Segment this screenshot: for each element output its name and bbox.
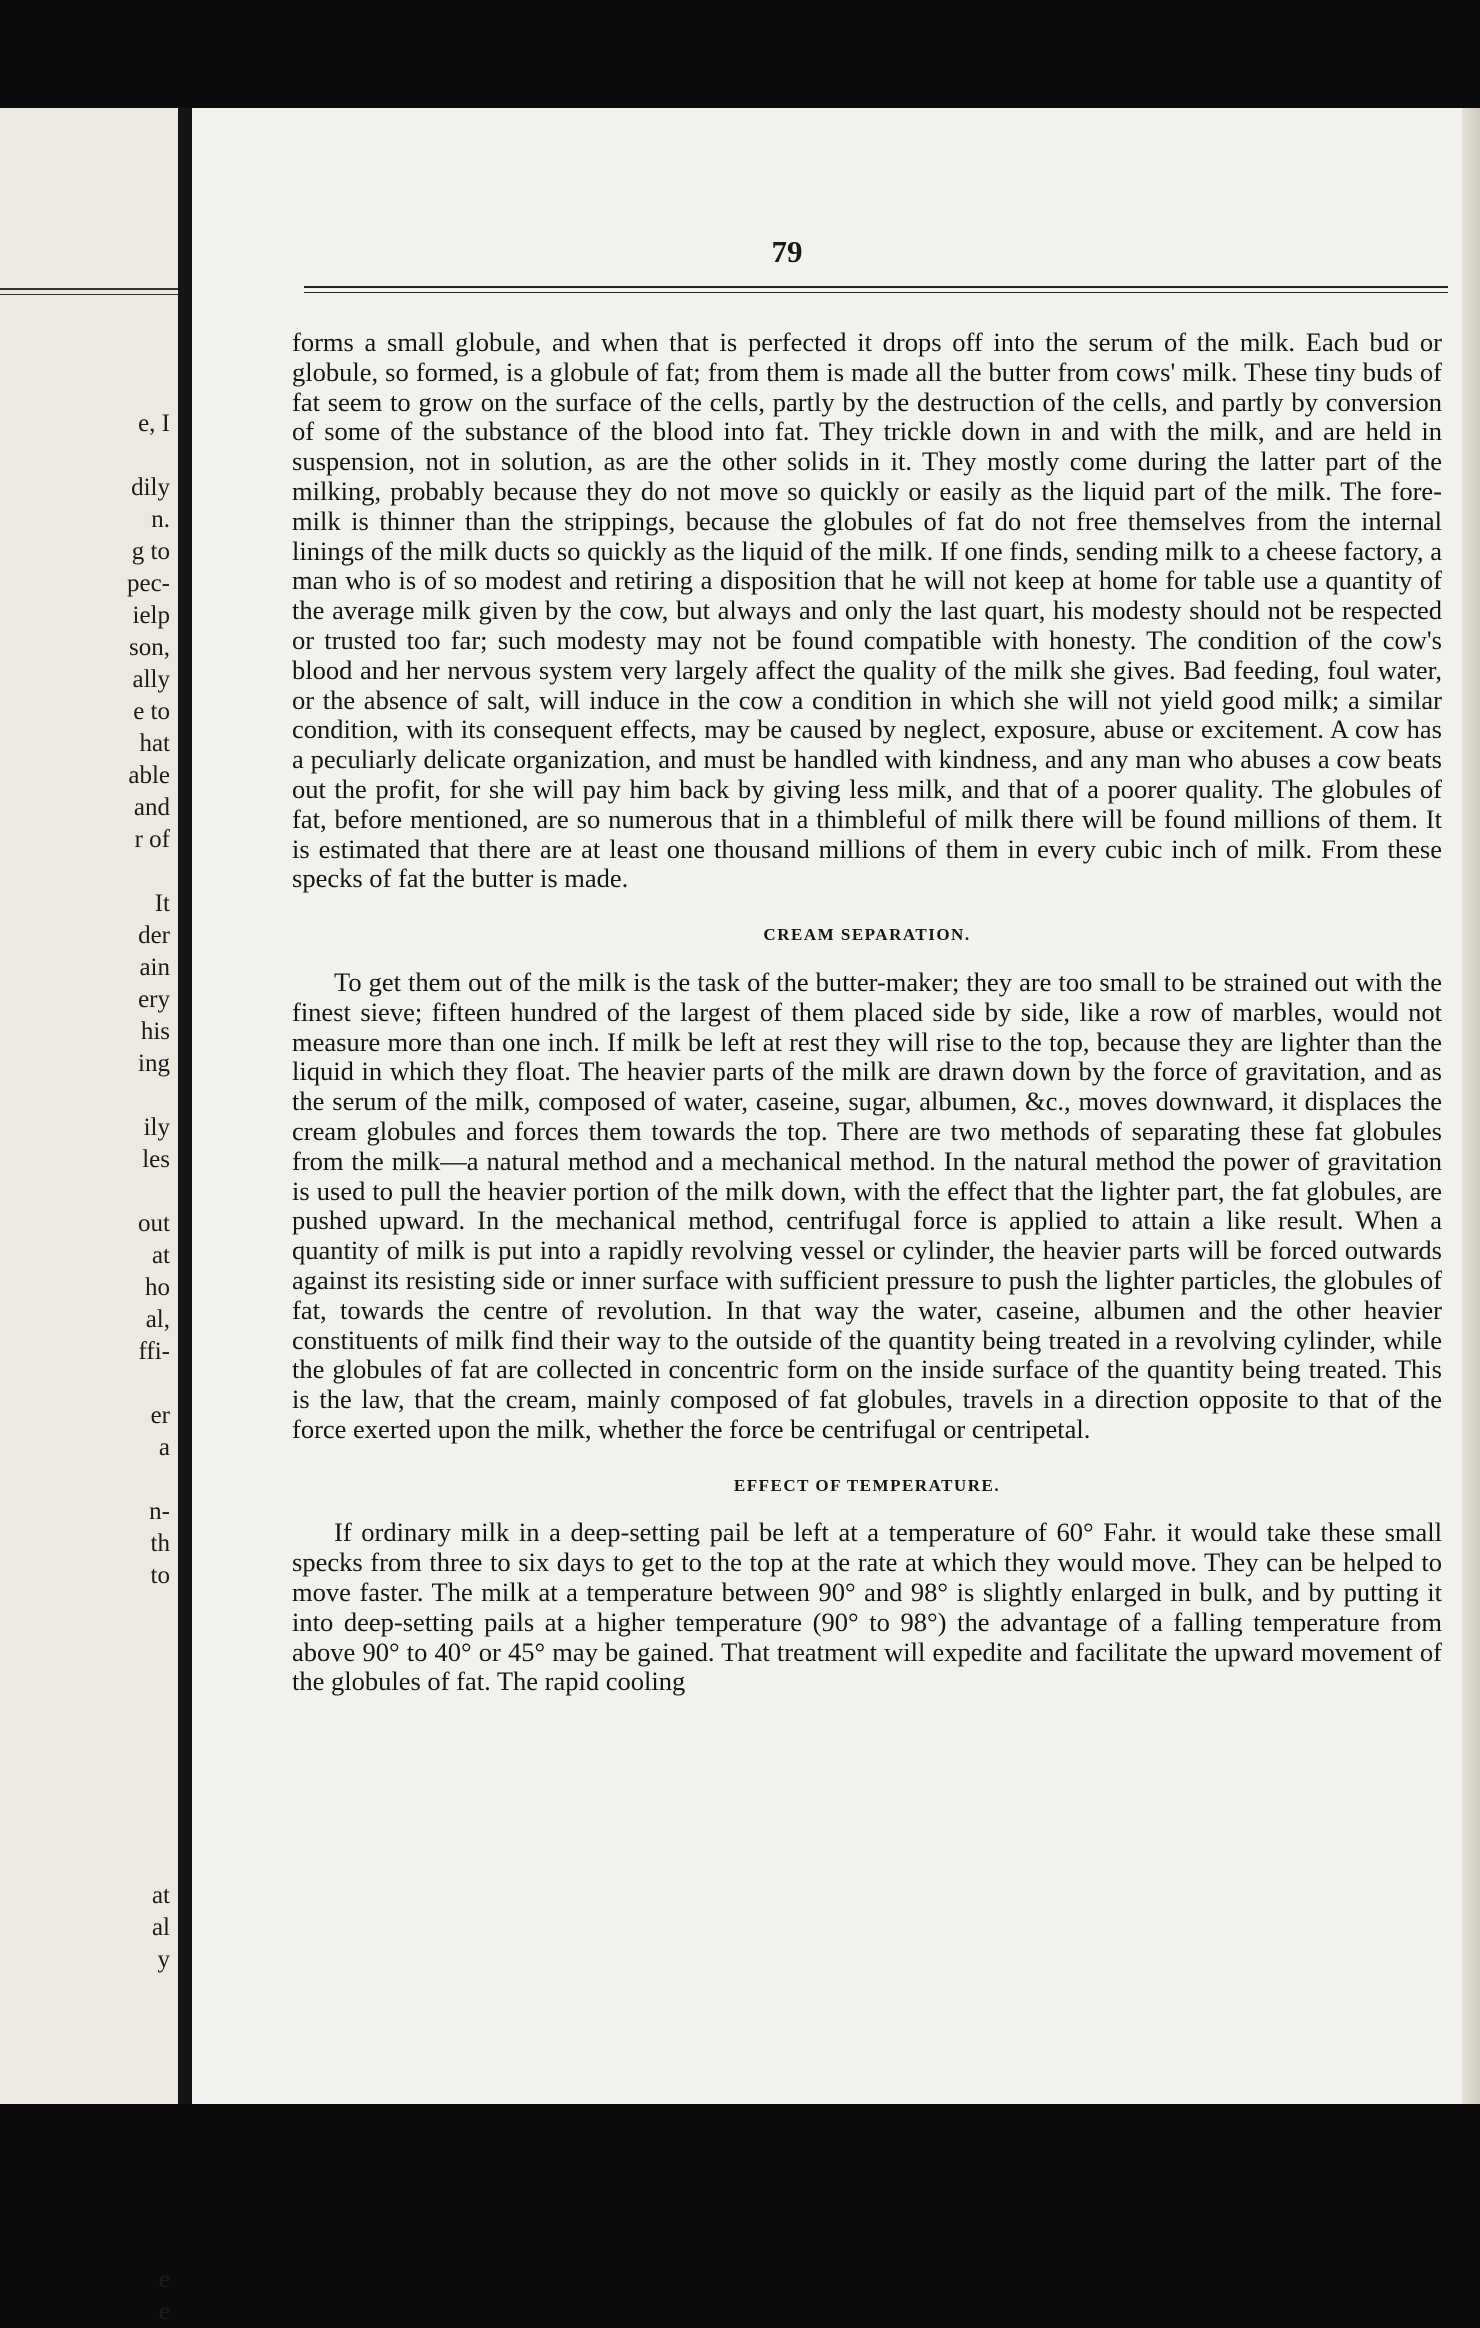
left-page-rule-thin [0, 294, 178, 295]
book-page [192, 108, 1480, 2104]
left-page-line-fragment [80, 1656, 170, 1688]
book-gutter [178, 108, 192, 2104]
left-page-line-fragment: n- [149, 1498, 170, 1525]
left-page-line-fragment: dily [131, 474, 170, 501]
left-page-line-fragment: der [138, 922, 170, 949]
left-page-line-fragment: al [151, 1914, 170, 1941]
paragraph-effect-of-temperature: If ordinary milk in a deep-setting pail be left at a temperature of 60° Fahr. it would take these small specks from three to six days to get to the top at the rate at which they would move. They can be helped to move faster. The milk at a temperature between 90° and 98° is slightly enlarged in bulk, and by putting it into deep-setting pails at a higher temperature (90° to 98°) the advantage of a falling temperature from above 90° to 40° or 45° may be gained. That treatment will expedite and facilitate the upward movement of the globules of fat. The rapid cooling [292, 1517, 1442, 1697]
header-rule-thick [304, 286, 1448, 288]
paragraph-cream-separation: To get them out of the milk is the task of the butter-maker; they are too small to be strained out with the finest sieve; fifteen hundred of the largest of them placed side by side, like a row of marbles, would not measure more than one inch. If milk be left at rest they will rise to the top, because they are lighter than the liquid in which they float. The heavier parts of the milk are drawn down by the force of gravitation, and as the serum of the milk, composed of water, caseine, sugar, albumen, &c., moves downward, it displaces the cream globules and forces them towards the top. There are two methods of separating these fat globules from the milk—a natural method and a mechanical method. In the natural method the power of gravitation is used to pull the heavier portion of the milk down, with the effect that the lighter part, the fat globules, are pushed upward. In the mechanical method, centrifugal force is applied to attain a like result. When a quantity of milk is put into a rapidly revolving vessel or cylinder, the heavier parts will be forced outwards against its resisting side or inner surface with sufficient pressure to push the lighter particles, the globules of fat, towards the centre of revolution. In that way the water, caseine, albumen and the other heavier constituents of milk find their way to the outside of the quantity being treated in a revolving cylinder, while the globules of fat are collected in concentric form on the inside surface of the quantity being treated. This is the law, that the cream, mainly composed of fat globules, travels in a direction opposite to that of the force exerted upon the milk, whether the force be centrifugal or centripetal. [292, 966, 1442, 1444]
left-page-line-fragment: at [151, 1242, 170, 1269]
left-page-line-fragment: e, I [138, 410, 170, 437]
left-page-line-fragment: n. [151, 506, 170, 533]
left-facing-page [0, 108, 178, 2325]
left-page-line-fragment: ing [138, 1050, 170, 1077]
left-page-line-fragment [80, 1080, 170, 1112]
left-page-line-fragment: les [142, 1146, 170, 1173]
left-page-line-fragment [80, 1176, 170, 1208]
left-page-line-fragment: e [158, 2266, 170, 2293]
left-page-line-fragment [80, 1976, 170, 2008]
left-page-line-fragment: at [151, 1882, 170, 1909]
left-page-line-fragment [80, 2200, 170, 2232]
left-page-line-fragment: ery [138, 986, 170, 1013]
left-page-line-fragment [80, 2232, 170, 2264]
left-page-line-fragment [80, 1624, 170, 1656]
left-page-line-fragment: ffi- [138, 1338, 170, 1365]
section-heading-effect-of-temperature: EFFECT OF TEMPERATURE. [733, 1475, 1001, 1495]
left-page-line-fragment [80, 2104, 170, 2136]
left-page-line-fragment: his [140, 1018, 170, 1045]
left-page-line-fragment: pec- [126, 570, 170, 597]
left-page-line-fragment: ain [139, 954, 170, 981]
left-page-line-fragment: It [154, 890, 170, 917]
left-page-line-fragment: e [158, 2298, 170, 2325]
left-page-line-fragment [80, 2072, 170, 2104]
left-page-line-fragment [80, 1720, 170, 1752]
left-page-text-fragments [80, 408, 170, 2328]
left-page-line-fragment [80, 1752, 170, 1784]
left-page-line-fragment [80, 856, 170, 888]
left-page-line-fragment: ho [145, 1274, 170, 1301]
left-page-line-fragment: hat [139, 730, 170, 757]
paragraph-continued: forms a small globule, and when that is perfected it drops off into the serum of the milk. Each bud or globule, so formed, is a globule of fat; from them is made all the butter from cows' milk. These tiny buds of fat seem to grow on the surface of the cells, partly by the destruction of the cells, and partly by conversion of some of the substance of the blood into fat. They trickle down in and with the milk, and are held in suspension, not in solution, as are the other solids in it. They mostly come during the latter part of the milking, probably because they do not move so quickly or easily as the liquid part of the milk. The fore-milk is thinner than the strippings, because the globules of fat do not free themselves from the internal linings of the milk ducts so quickly as the liquid of the milk. If one finds, sending milk to a cheese factory, a man who is of so modest and retiring a disposition that he will not keep at home for table use a quantity of the average milk given by the cow, but always and only the last quart, his modesty should not be respected or trusted too far; such modesty may not be found compatible with honesty. The condition of the cow's blood and her nervous system very largely affect the quality of the milk she gives. Bad feeding, foul water, or the absence of salt, will induce in the cow a condition in which she will not yield good milk; a similar condition, with its consequent effects, may be caused by neglect, exposure, abuse or excitement. A cow has a peculiarly delicate organization, and must be handled with kindness, and any man who abuses a cow beats out the profit, for she will pay him back by giving less milk, and that of a poorer quality. The globules of fat, before mentioned, are so numerous that in a thimbleful of milk there will be found millions of them. It is estimated that there are at least one thousand millions of them in every cubic inch of milk. From these specks of fat the butter is made. [292, 327, 1442, 894]
left-page-line-fragment: a [158, 1434, 170, 1461]
left-page-line-fragment: er [150, 1402, 170, 1429]
left-page-line-fragment [80, 440, 170, 472]
left-page-line-fragment [80, 2008, 170, 2040]
body-text [292, 328, 1442, 1697]
page-number: 79 [771, 234, 803, 269]
left-page-line-fragment [80, 1816, 170, 1848]
left-page-line-fragment: ily [143, 1114, 170, 1141]
left-page-line-fragment: y [157, 1946, 170, 1973]
left-page-line-fragment [80, 1688, 170, 1720]
left-page-line-fragment: th [150, 1530, 170, 1557]
left-page-line-fragment: out [138, 1210, 170, 1237]
left-page-rule [0, 288, 178, 290]
left-page-line-fragment: to [150, 1562, 170, 1589]
left-page-line-fragment [80, 1368, 170, 1400]
left-page-line-fragment: son, [129, 634, 170, 661]
left-page-line-fragment [80, 1592, 170, 1624]
left-page-line-fragment: r of [134, 826, 170, 853]
left-page-line-fragment: g to [131, 538, 170, 565]
left-page-line-fragment [80, 1784, 170, 1816]
page-edge [1462, 108, 1480, 2104]
left-page-line-fragment: e to [133, 698, 170, 725]
left-page-line-fragment [80, 2040, 170, 2072]
left-page-line-fragment: and [133, 794, 170, 821]
left-page-line-fragment: ally [132, 666, 170, 693]
left-page-line-fragment: al, [145, 1306, 170, 1333]
left-page-line-fragment [80, 1848, 170, 1880]
section-heading-cream-separation: CREAM SEPARATION. [763, 925, 971, 945]
left-page-line-fragment [80, 2136, 170, 2168]
left-page-line-fragment [80, 2168, 170, 2200]
header-rule-thin [304, 292, 1448, 293]
left-page-line-fragment: ielp [132, 602, 170, 629]
left-page-line-fragment [80, 1464, 170, 1496]
left-page-line-fragment: able [128, 762, 170, 789]
